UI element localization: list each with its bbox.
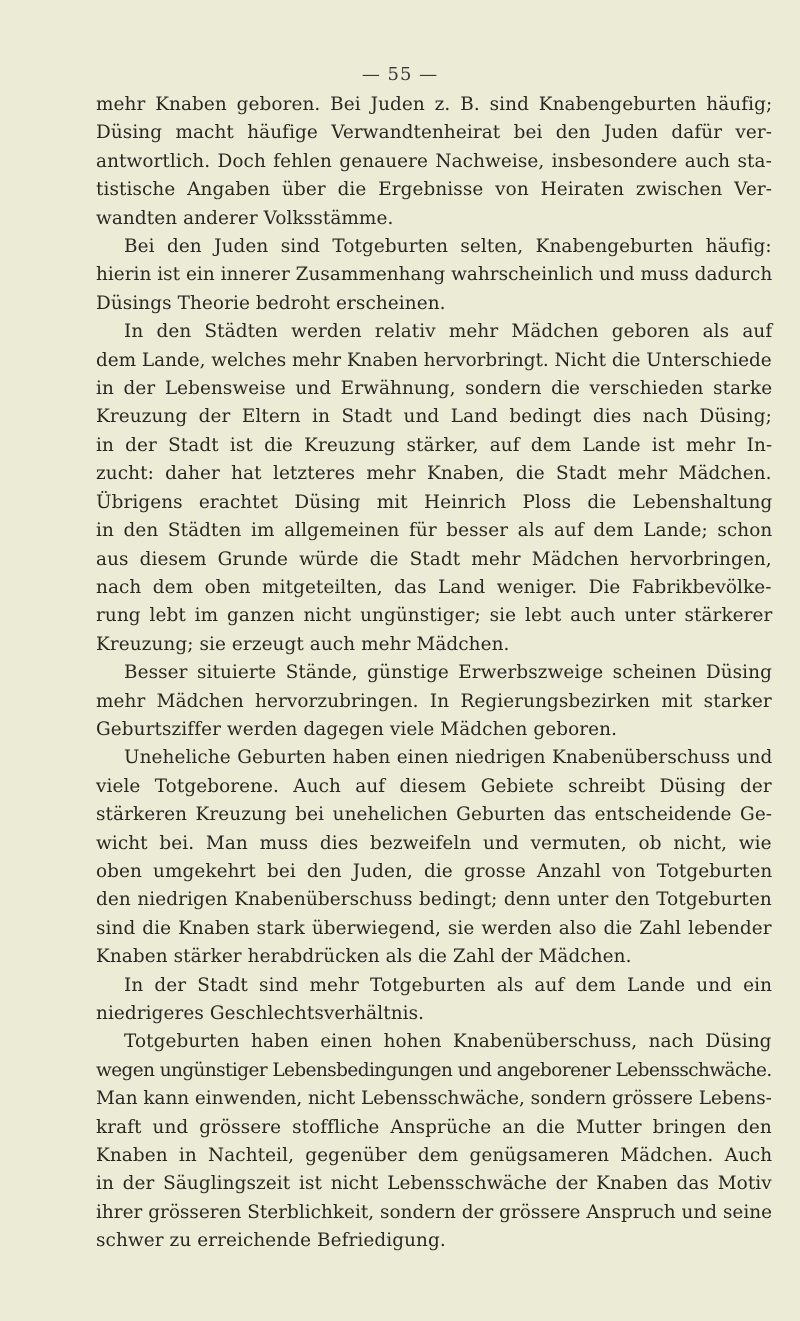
text-line: rung lebt im ganzen nicht ungünstiger; sie lebt auch unter stärkerer (96, 605, 773, 627)
text-line: in der Säuglingszeit ist nicht Lebensschwäche der Knaben das Motiv (96, 1173, 772, 1195)
text-line: aus diesem Grunde würde die Stadt mehr Mädchen hervorbringen, (96, 548, 772, 570)
paragraph (96, 233, 772, 318)
text-line: Kreuzung der Eltern in Stadt und Land bedingt dies nach Düsing; (96, 406, 772, 428)
text-line: Besser situierte Stände, günstige Erwerbszweige scheinen Düsing (124, 662, 772, 684)
text-line: tistische Angaben über die Ergebnisse von Heiraten zwischen Ver- (96, 179, 773, 201)
text-line: Totgeburten haben einen hohen Knabenüberschuss, nach Düsing (124, 1031, 772, 1053)
text-line: sind die Knaben stark überwiegend, sie werden also die Zahl lebender (96, 917, 772, 939)
text-line: In den Städten werden relativ mehr Mädchen geboren als auf (124, 321, 773, 343)
text-line: nach dem oben mitgeteilten, das Land weniger. Die Fabrikbevölke- (96, 576, 772, 598)
text-line: Düsing macht häufige Verwandtenheirat bei den Juden dafür ver- (96, 122, 773, 144)
text-line: Übrigens erachtet Düsing mit Heinrich Ploss die Lebenshaltung (96, 491, 773, 513)
paragraph (96, 744, 772, 971)
text-line: den niedrigen Knabenüberschuss bedingt; denn unter den Totgeburten (96, 889, 772, 911)
text-line: Geburtsziffer werden dagegen viele Mädchen geboren. (96, 718, 618, 740)
text-line: Uneheliche Geburten haben einen niedrigen Knabenüberschuss und (124, 747, 773, 769)
text-line: ihrer grösseren Sterblichkeit, sondern der grössere Anspruch und seine (96, 1201, 773, 1223)
text-line: hierin ist ein innerer Zusammenhang wahrscheinlich und muss dadurch (96, 264, 773, 286)
text-line: Knaben stärker herabdrücken als die Zahl der Mädchen. (96, 946, 632, 968)
page-number: — 55 — (361, 64, 439, 85)
text-line: Knaben in Nachteil, gegenüber dem genügsameren Mädchen. Auch (96, 1145, 773, 1167)
text-line: in der Stadt ist die Kreuzung stärker, auf dem Lande ist mehr In- (96, 434, 773, 456)
text-line: dem Lande, welches mehr Knaben hervorbringt. Nicht die Unterschiede (96, 349, 772, 371)
text-line: Bei den Juden sind Totgeburten selten, Knabengeburten häufig: (124, 236, 772, 258)
paragraph (96, 1028, 772, 1255)
text-line: Man kann einwenden, nicht Lebensschwäche, sondern grössere Lebens- (96, 1088, 772, 1110)
text-line: oben umgekehrt bei den Juden, die grosse Anzahl von Totgeburten (96, 860, 773, 882)
text-line: wegen ungünstiger Lebensbedingungen und angeborener Lebensschwäche. (96, 1059, 772, 1081)
paragraph (96, 659, 772, 744)
text-line: viele Totgeborene. Auch auf diesem Gebiete schreibt Düsing der (96, 775, 772, 797)
paragraph (96, 972, 772, 1029)
text-line: in der Lebensweise und Erwähnung, sondern die verschieden starke (96, 378, 773, 400)
paragraph (96, 318, 772, 659)
text-line: zucht: daher hat letzteres mehr Knaben, die Stadt mehr Mädchen. (96, 463, 772, 485)
text-line: mehr Mädchen hervorzubringen. In Regierungsbezirken mit starker (96, 690, 772, 712)
text-line: in den Städten im allgemeinen für besser als auf dem Lande; schon (96, 520, 773, 542)
text-line: Kreuzung; sie erzeugt auch mehr Mädchen. (96, 633, 510, 655)
text-line: stärkeren Kreuzung bei unehelichen Geburten das entscheidende Ge- (96, 804, 773, 826)
text-line: wandten anderer Volksstämme. (96, 207, 394, 229)
body-text (96, 91, 772, 1256)
text-line: niedrigeres Geschlechtsverhältnis. (96, 1003, 425, 1024)
text-line: schwer zu erreichende Befriedigung. (96, 1230, 446, 1252)
text-line: In der Stadt sind mehr Totgeburten als auf dem Lande und ein (124, 974, 773, 996)
text-line: antwortlich. Doch fehlen genauere Nachweise, insbesondere auch sta- (96, 150, 772, 172)
text-line: wicht bei. Man muss dies bezweifeln und vermuten, ob nicht, wie (96, 832, 772, 854)
paragraph (96, 91, 772, 233)
text-line: Düsings Theorie bedroht erscheinen. (96, 292, 446, 314)
text-line: mehr Knaben geboren. Bei Juden z. B. sind Knabengeburten häufig; (96, 94, 773, 115)
text-line: kraft und grössere stoffliche Ansprüche an die Mutter bringen den (96, 1116, 772, 1138)
